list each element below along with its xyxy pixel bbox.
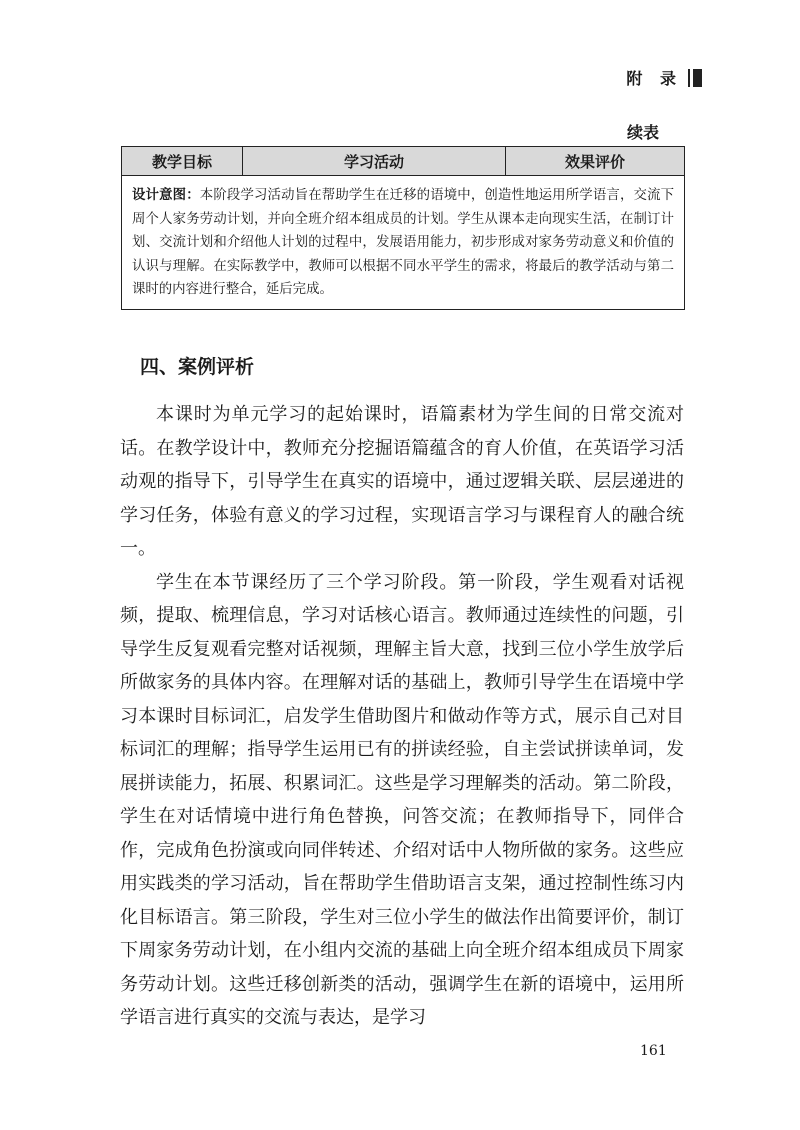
header-teaching-goal: 教学目标: [122, 147, 243, 176]
paragraph: 本课时为单元学习的起始课时，语篇素材为学生间的日常交流对话。在教学设计中，教师充分挖掘语篇蕴含的育人价值，在英语学习活动观的指导下，引导学生在真实的语境中，通过逻辑关联、层层递进的学习任务，体验有意义的学习过程，实现语言学习与课程育人的融合统一。: [120, 404, 684, 559]
header-evaluation: 效果评价: [506, 147, 685, 176]
section-title: 四、案例评析: [140, 356, 255, 378]
body-text: [120, 398, 684, 1035]
design-intent-text: 本阶段学习活动旨在帮助学生在迁移的语境中，创造性地运用所学语言，交流下周个人家务劳动计划，并向全班介绍本组成员的计划。学生从课本走向现实生活，在制订计划、交流计划和介绍他人计划的过程中，发展语用能力，初步形成对家务劳动意义和价值的认识与理解。在实际教学中，教师可以根据不同水平学生的需求，将最后的教学活动与第二课时的内容进行整合，延后完成。: [132, 188, 675, 297]
page-number: 161: [640, 1043, 667, 1059]
running-header: [626, 66, 702, 89]
header-learning-activity: 学习活动: [243, 147, 506, 176]
header-bar-thin: [688, 69, 690, 87]
table-continued-label: 续表: [627, 123, 660, 142]
table-header-row: [122, 147, 685, 176]
design-intent-label: 设计意图：: [132, 188, 200, 203]
lesson-table: [121, 146, 685, 310]
table-row: [122, 176, 685, 310]
header-bar-thick: [693, 69, 702, 87]
paragraph: 学生在本节课经历了三个学习阶段。第一阶段，学生观看对话视频，提取、梳理信息，学习对话核心语言。教师通过连续性的问题，引导学生反复观看完整对话视频，理解主旨大意，找到三位小学生放学后所做家务的具体内容。在理解对话的基础上，教师引导学生在语境中学习本课时目标词汇，启发学生借助图片和做动作等方式，展示自己对目标词汇的理解；指导学生运用已有的拼读经验，自主尝试拼读单词，发展拼读能力，拓展、积累词汇。这些是学习理解类的活动。第二阶段，学生在对话情境中进行角色替换，问答交流；在教师指导下，同伴合作，完成角色扮演或向同伴转述、介绍对话中人物所做的家务。这些应用实践类的学习活动，旨在帮助学生借助语言支架，通过控制性练习内化目标语言。第三阶段，学生对三位小学生的做法作出简要评价，制订下周家务劳动计划，在小组内交流的基础上向全班介绍本组成员下周家务劳动计划。这些迁移创新类的活动，强调学生在新的语境中，运用所学语言进行真实的交流与表达，是学习: [120, 571, 684, 1028]
header-title: 附 录: [626, 69, 682, 88]
design-intent-cell: [122, 176, 685, 310]
header-bar-icon: [688, 69, 702, 87]
